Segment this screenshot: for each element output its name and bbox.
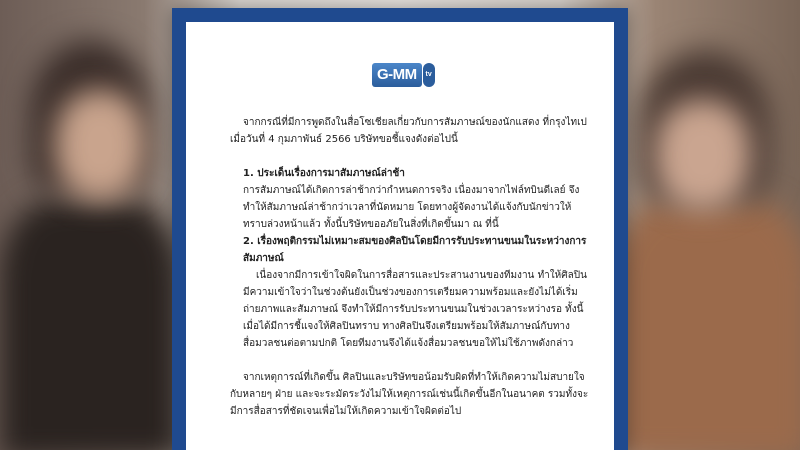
statement-document bbox=[186, 22, 614, 450]
logo-tv-badge: tv bbox=[423, 63, 435, 87]
background-person-left-body bbox=[0, 200, 180, 450]
gmmtv-logo bbox=[372, 58, 435, 92]
statement-body bbox=[230, 114, 590, 420]
statement-frame bbox=[172, 8, 628, 450]
logo-brand: G-MM bbox=[372, 63, 422, 87]
background-person-right-body bbox=[610, 200, 800, 450]
background-person-left-face bbox=[55, 90, 145, 200]
background-person-right-face bbox=[655, 100, 750, 210]
closing-paragraph: จากเหตุการณ์ที่เกิดขึ้น ศิลปินและบริษัทขอน้อมรับผิดที่ทำให้เกิดความไม่สบายใจกับหลายๆ ฝ่าย และจะระมัดระวังไม่ให้เหตุการณ์เช่นนี้เกิดขึ้นอีกในอนาคต รวมทั้งจะมีการสื่อสารที่ชัดเจนเพื่อไม่ให้เกิดความเข้าใจผิดต่อไป bbox=[230, 372, 589, 417]
section-1-body: การสัมภาษณ์ได้เกิดการล่าช้ากว่ากำหนดการจริง เนื่องมาจากไฟล์ทบินดีเลย์ จึงทำให้สัมภาษณ์ล่าช้ากว่าเวลาที่นัดหมาย โดยทางผู้จัดงานได้แจ้งกับนักข่าวให้ทราบล่วงหน้าแล้ว ทั้งนี้บริษัทขออภัยในสิ่งที่เกิดขึ้นมา ณ ที่นี้ bbox=[243, 185, 580, 230]
section-2-body: เนื่องจากมีการเข้าใจผิดในการสื่อสารและประสานงานของทีมงาน ทำให้ศิลปินมีความเข้าใจว่าในช่วงต้นยังเป็นช่วงของการเตรียมความพร้อมและยังไม่ได้เริ่มถ่ายภาพและสัมภาษณ์ จึงทำให้มีการรับประทานขนมในช่วงเวลาระหว่างรอ ทั้งนี้เมื่อได้มีการชี้แจงให้ศิลปินทราบ ทางศิลปินจึงเตรียมพร้อมให้สัมภาษณ์กับทางสื่อมวลชนต่อตามปกติ โดยทีมงานจึงได้แจ้งสื่อมวลชนขอให้ไม่ใช้ภาพดังกล่าว bbox=[243, 270, 587, 349]
section-1-heading: 1. ประเด็นเรื่องการมาสัมภาษณ์ล่าช้า bbox=[243, 168, 405, 179]
intro-paragraph: จากกรณีที่มีการพูดถึงในสื่อโซเชียลเกี่ยวกับการสัมภาษณ์ของนักแสดง ที่กรุงไทเป เมื่อวันที่ 4 กุมภาพันธ์ 2566 บริษัทขอชี้แจงดังต่อไปนี้ bbox=[230, 117, 587, 145]
section-2-heading: 2. เรื่องพฤติกรรมไม่เหมาะสมของศิลปินโดยมีการรับประทานขนมในระหว่างการสัมภาษณ์ bbox=[243, 236, 587, 264]
